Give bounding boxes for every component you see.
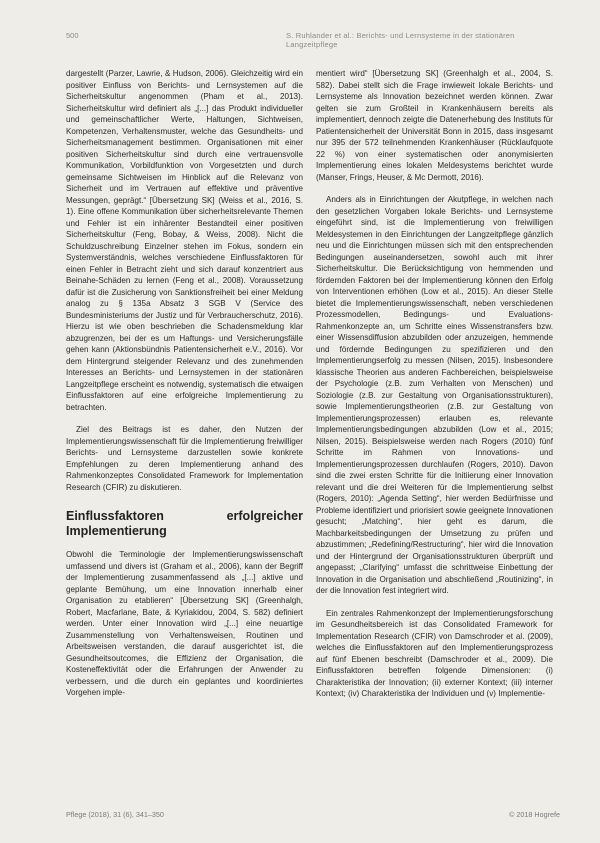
left-column: [66, 68, 303, 699]
paragraph: dargestellt (Parzer, Lawrie, & Hudson, 2006). Gleichzeitig wird ein positiver Einfluss von Berichts- und Lernsystemen auf die Sicherheitskultur angenommen (Pham et al., 2013). Sicherheitskultur wird definiert als „[...] das Produkt individueller und gemeinschaftlicher Werte, Haltungen, Sichtweisen, Kompetenzen, Verhaltensmuster, welche das Gesundheits- und Sicherheitsmanagement bestimmen. Organisationen mit einer positiven Sicherheitskultur sind durch eine vertrauensvolle Kommunikation, Vorbildfunktion von Vorgesetzten und durch gemeinsame Sichtweisen im Hinblick auf die Relevanz von Sicherheit und im Vertrauen auf effektive und präventive Messungen, geprägt.“ [Übersetzung SK] (Weiss et al., 2016, S. 1). Eine offene Kommunikation über sicherheitsrelevante Themen und Fehler ist ein inhärenter Bestandteil einer positiven Sicherheitskultur (Feng, Bobay, & Weiss, 2008). Nicht die Schuldzuschreibung Einzelner stehen im Fokus, sondern ein Systemverständnis, welches verschiedene Einflussfaktoren für einen Fehler in Betracht zieht und sich darauf konzentriert aus Beinahe-Schäden zu lernen (Feng et al., 2008). Voraussetzung dafür ist die Zusicherung von Sanktionsfreiheit bei einer Meldung analog zu § 135a Absatz 3 SGB V (Service des Bundesministeriums der Justiz und für Verbraucherschutz, 2016). Hierzu ist wie oben beschrieben die Schadensmeldung klar abzugrenzen, bei der es um Haftungs- und Versicherungsfälle gehen kann (Aktionsbündnis Patientensicherheit e.V., 2016). Vor dem Hintergrund steigender Relevanz und des zunehmenden Interesses an Berichts- und Lernsystemen in der stationären Langzeitpflege erscheint es notwendig, systematisch die etwaigen Einflussfaktoren auf eine erfolgreiche Implementierung zu betrachten.: [66, 69, 303, 412]
copyright: © 2018 Hogrefe: [509, 810, 560, 819]
journal-citation: Pflege (2018), 31 (6), 341–350: [66, 810, 164, 819]
paragraph: Obwohl die Terminologie der Implementierungswissenschaft umfassend und divers ist (Graham et al., 2006), kann der Begriff der Implementierung zusammenfassend als „[...] aktive und geplante Bemühung, um eine Innovation innerhalb einer Organisation zu etablieren“ [Übersetzung SK] (Greenhalgh, Robert, Macfarlane, Bate, & Kyriakidou, 2004, S. 582) definiert werden. Unter einer Innovation wird „[...] eine neuartige Zusammenstellung von Verhaltensweisen, Routinen und Arbeitsweisen verstanden, die darauf ausgerichtet ist, die Gesundheitsoutcomes, die Effizienz der Organisation, die Kosteneffektivität oder die Erfahrungen der Anwender zu verbessern, und die durch ein geplantes und koordiniertes Vorgehen imple-: [66, 550, 303, 697]
page-header: [66, 31, 560, 49]
running-head: S. Ruhlander et al.: Berichts- und Lernsysteme in der stationären Langzeitpflege: [286, 31, 515, 49]
paragraph: mentiert wird“ [Übersetzung SK] (Greenhalgh et al., 2004, S. 582). Dabei stellt sich die Frage inwieweit lokale Berichts- und Lernsysteme als Innovation bezeichnet werden können. Zwar gelten sie zum Großteil in Krankenhäusern bereits als implementiert, dennoch zeigte die Datenerhebung des Instituts für Patientensicherheit der Universität Bonn in 2015, dass insgesamt nur 395 der 572 teilnehmenden Krankenhäuser (Rücklaufquote 22 %) von einer systematischen oder anonymisierten Implementierung eines lokalen Meldesystems berichtet wurde (Manser, Frings, Heuser, & Mc Dermott, 2016).: [316, 69, 553, 182]
paragraph: Anders als in Einrichtungen der Akutpflege, in welchen nach den gesetzlichen Vorgaben lokale Berichts- und Lernsysteme eingeführt sind, ist die Implementierung von freiwilligen Meldesystemen in den Einrichtungen der Langzeitpflege gänzlich neu und die Einrichtungen müssen sich mit den entsprechenden Bedingungen auseinandersetzen, sowohl auch mit ihrer Sicherheitskultur. Die Berücksichtigung von hemmenden und fördernden Faktoren bei der Implementierung können den Erfolg von Interventionen erhöhen (Low et al., 2015). An dieser Stelle bietet die Implementierungswissenschaft, neben verschiedenen Prozessmodellen, Bedingungs- und Evaluations-Rahmenkonzepte an, um Schritte eines Wissenstransfers bzw. einer Wissensdiffusion abzubilden oder anzuzeigen, hemmende und fördernde Bedingungen zu spezifizieren und den Implementierungserfolg zu messen (Nilsen, 2015). Insbesondere klassische Theorien aus anderen Fachbereichen, beispielsweise der Psychologie (z.B. zum Verhalten von Menschen) und Soziologie (z.B. zur Gestaltung von Organisationsstrukturen), sowie Implementierungstheorien (z.B. zur Gestaltung von Implementierungsprozessen) erlauben es, relevante Implementierungsbedingungen abzubilden (Low et al., 2015; Nilsen, 2015). Beispielsweise werden nach Rogers (2010) fünf Schritte im Rahmen von Innovations- und Implementierungsprozessen durchlaufen (Rogers, 2010). Davon sind die zwei ersten Schritte für die Initiierung einer Innovation relevant und die drei Weiteren für die Implementierung selbst (Rogers, 2010): „Agenda Setting“, hier werden Bedürfnisse und Probleme identifiziert und priorisiert sowie geeignete Innovationen gesucht; „Matching“, hier geht es darum, die Machbarkeitsbedingungen der Umsetzung zu prüfen und abzustimmen; „Redefining/Restructuring“, hier wird die Innovation und der Hintergrund der Organisationsstrukturen überprüft und angepasst; „Clarifying“ umfasst die schrittweise Einbettung der Innovation in die Organisation und abschließend „Routinizing“, in der die Innovation fest integriert wird.: [316, 195, 553, 595]
page-number: 500: [66, 31, 79, 40]
paragraph: Ziel des Beitrags ist es daher, den Nutzen der Implementierungswissenschaft für die Implementierung freiwilliger Berichts- und Lernsysteme darzustellen sowie konkrete Empfehlungen zu deren Implementierung anhand des Rahmenkonzeptes Consolidated Framework for Implementation Research (CFIR) zu diskutieren.: [66, 425, 303, 492]
paragraph: Ein zentrales Rahmenkonzept der Implementierungsforschung im Gesundheitsbereich ist das Consolidated Framework for Implementation Research (CFIR) von Damschroder et al. (2009), welches die Einflussfaktoren auf den Implementierungsprozess auf fünf Ebenen beschreibt (Damschroder et al., 2009). Die Einflussfaktoren betreffen folgende Dimensionen: (i) Charakteristika der Innovation; (ii) externer Kontext; (iii) interner Kontext; (iv) Charakteristika der Individuen und (v) Implementie-: [316, 608, 553, 698]
right-column: [316, 68, 553, 700]
section-heading: Einflussfaktoren erfolgreicher Implementierung: [66, 509, 303, 538]
